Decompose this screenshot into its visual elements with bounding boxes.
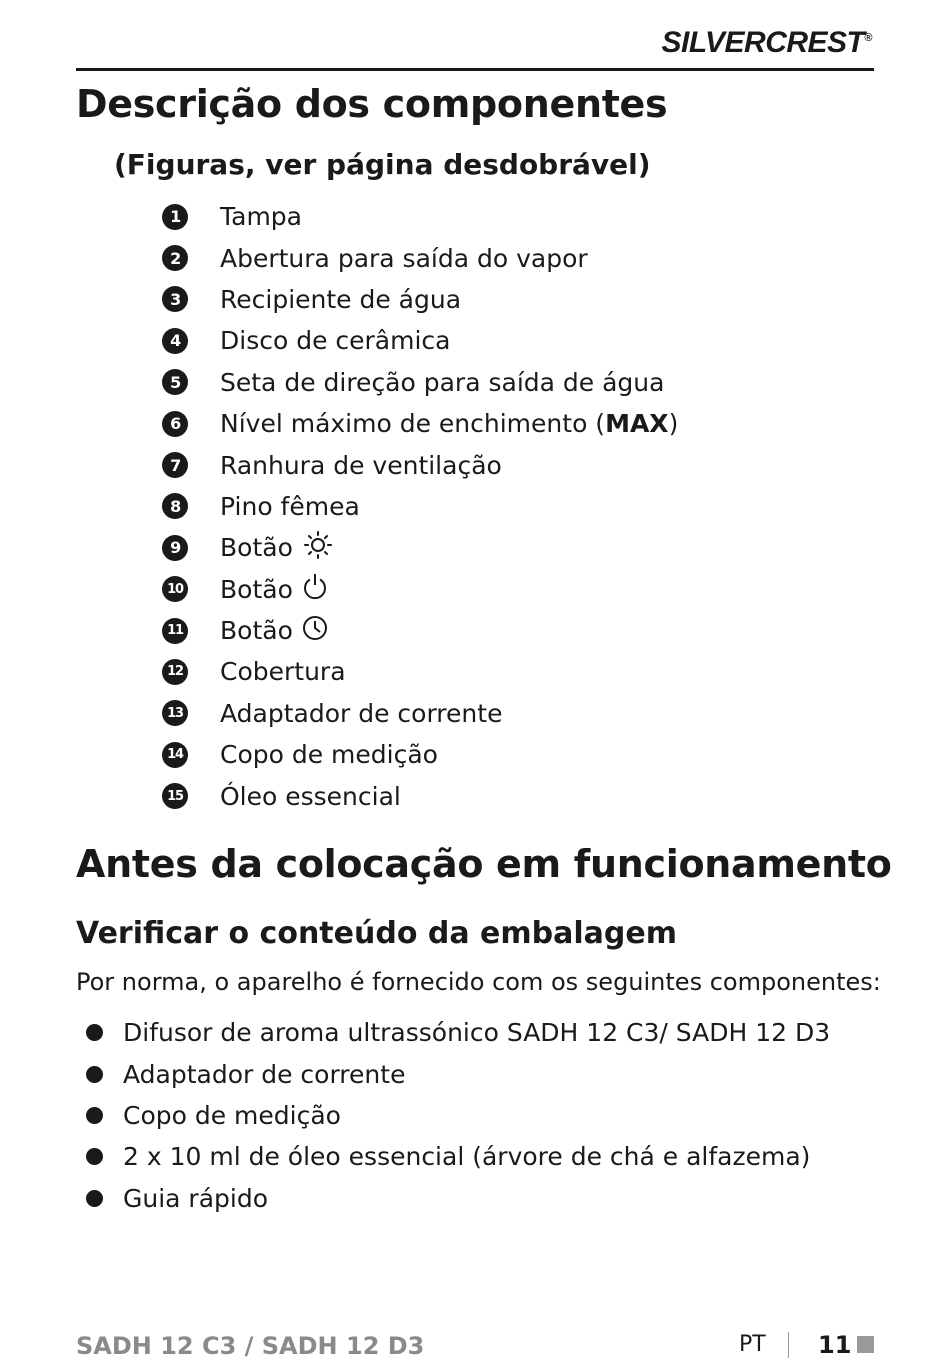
footer-separator bbox=[788, 1332, 789, 1358]
component-item bbox=[162, 775, 678, 816]
component-number-badge: 9 bbox=[162, 535, 188, 561]
component-label: Cobertura bbox=[220, 657, 346, 687]
package-item-label: Guia rápido bbox=[123, 1183, 269, 1213]
component-number-badge: 2 bbox=[162, 245, 188, 271]
component-label: Nível máximo de enchimento (MAX) bbox=[220, 409, 679, 439]
component-number-badge: 13 bbox=[162, 700, 188, 726]
component-label: Botão bbox=[220, 574, 293, 604]
footer-model: SADH 12 C3 / SADH 12 D3 bbox=[76, 1332, 425, 1360]
component-item bbox=[162, 734, 678, 775]
component-number-badge: 4 bbox=[162, 328, 188, 354]
footer-language: PT bbox=[739, 1332, 766, 1357]
component-number-badge: 14 bbox=[162, 742, 188, 768]
timer-icon bbox=[301, 614, 329, 648]
component-number-badge: 12 bbox=[162, 659, 188, 685]
package-item-label: 2 x 10 ml de óleo essencial (árvore de chá e alfazema) bbox=[123, 1142, 811, 1172]
component-item bbox=[162, 237, 678, 278]
package-item bbox=[86, 1178, 830, 1219]
component-number-badge: 7 bbox=[162, 452, 188, 478]
power-icon bbox=[301, 572, 329, 606]
package-contents-list bbox=[86, 1012, 830, 1219]
package-intro-text: Por norma, o aparelho é fornecido com os seguintes componentes: bbox=[76, 968, 881, 996]
component-label: Óleo essencial bbox=[220, 781, 401, 811]
section-subtitle-figures: (Figuras, ver página desdobrável) bbox=[114, 148, 651, 181]
subsection-title-package-contents: Verificar o conteúdo da embalagem bbox=[76, 916, 677, 951]
component-label: Ranhura de ventilação bbox=[220, 450, 502, 480]
package-item-label: Copo de medição bbox=[123, 1100, 341, 1130]
component-label: Recipiente de água bbox=[220, 284, 462, 314]
brand-logo: SILVERCREST® bbox=[661, 26, 872, 59]
package-item bbox=[86, 1095, 830, 1136]
bullet-icon bbox=[86, 1190, 103, 1207]
bullet-icon bbox=[86, 1107, 103, 1124]
component-label: Pino fêmea bbox=[220, 491, 360, 521]
component-number-badge: 5 bbox=[162, 369, 188, 395]
component-number-badge: 8 bbox=[162, 493, 188, 519]
component-item bbox=[162, 362, 678, 403]
component-item bbox=[162, 196, 678, 237]
component-number-badge: 1 bbox=[162, 204, 188, 230]
component-label: Copo de medição bbox=[220, 740, 438, 770]
component-item bbox=[162, 279, 678, 320]
component-item bbox=[162, 486, 678, 527]
component-item bbox=[162, 320, 678, 361]
component-label: Abertura para saída do vapor bbox=[220, 243, 588, 273]
package-item-label: Adaptador de corrente bbox=[123, 1059, 406, 1089]
component-item bbox=[162, 693, 678, 734]
component-label: Botão bbox=[220, 533, 293, 563]
section-title-components: Descrição dos componentes bbox=[76, 82, 668, 126]
component-label: Botão bbox=[220, 616, 293, 646]
component-item bbox=[162, 527, 678, 568]
component-item bbox=[162, 610, 678, 651]
component-item bbox=[162, 444, 678, 485]
package-item-label: Difusor de aroma ultrassónico SADH 12 C3/ SADH 12 D3 bbox=[123, 1018, 831, 1048]
header-rule bbox=[76, 68, 874, 71]
section-title-before-use: Antes da colocação em funcionamento bbox=[76, 842, 892, 886]
component-item bbox=[162, 403, 678, 444]
component-number-badge: 6 bbox=[162, 411, 188, 437]
footer-square-icon bbox=[857, 1336, 874, 1353]
footer-page-number: 11 bbox=[818, 1331, 852, 1359]
component-number-badge: 10 bbox=[162, 576, 188, 602]
component-number-badge: 3 bbox=[162, 286, 188, 312]
package-item bbox=[86, 1053, 830, 1094]
light-icon bbox=[301, 530, 335, 566]
component-item bbox=[162, 569, 678, 610]
package-item bbox=[86, 1012, 830, 1053]
component-number-badge: 15 bbox=[162, 783, 188, 809]
component-label: Seta de direção para saída de água bbox=[220, 367, 665, 397]
component-number-badge: 11 bbox=[162, 618, 188, 644]
component-label: Disco de cerâmica bbox=[220, 326, 451, 356]
component-label: Adaptador de corrente bbox=[220, 698, 503, 728]
package-item bbox=[86, 1136, 830, 1177]
component-item bbox=[162, 651, 678, 692]
component-label: Tampa bbox=[220, 202, 302, 232]
bullet-icon bbox=[86, 1024, 103, 1041]
bullet-icon bbox=[86, 1148, 103, 1165]
components-list bbox=[162, 196, 678, 817]
bullet-icon bbox=[86, 1066, 103, 1083]
